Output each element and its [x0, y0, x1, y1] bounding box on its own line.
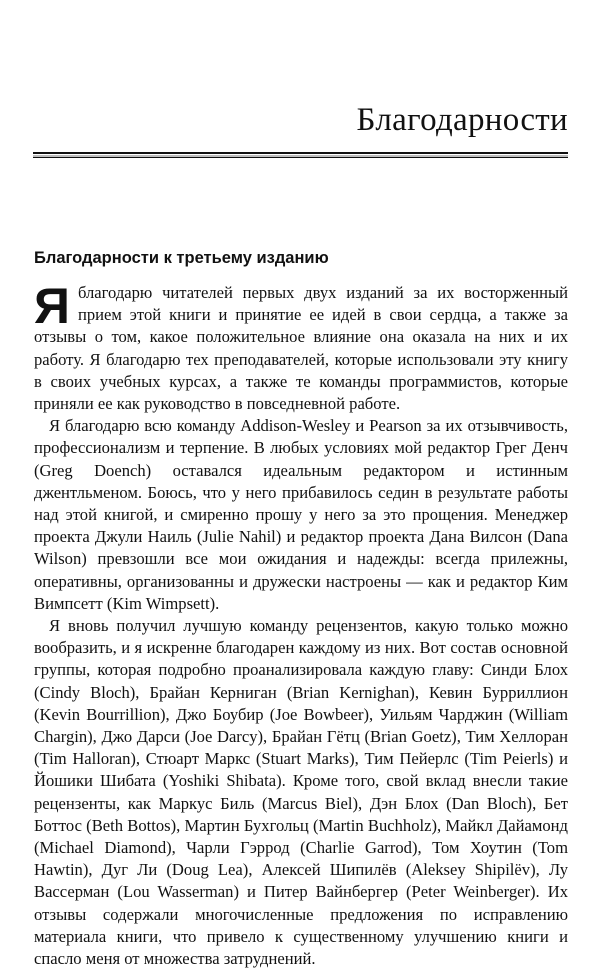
paragraph-3: Я вновь получил лучшую команду рецензентов, какую только можно вообразить, и я искренне благодарен каждому из них. Вот состав основной группы, которая подробно проанализировала каждую главу: Синди Блох (Cindy Bloch), Брайан Керниган (Brian Kernighan), Кевин Бурриллион (Kevin Bourrillion), Джо Боубир (Joe Bowbeer), Уильям Чарджин (William Chargin), Джо Дарси (Joe Darcy), Брайан Гётц (Brian Goetz), Тим Хеллоран (Tim Halloran), Стюарт Маркс (Stuart Marks), Тим Пейерлс (Tim Peierls) и Йошики Шибата (Yoshiki Shibata). Кроме того, свой вклад внесли такие рецензенты, как Маркус Биль (Marcus Biel), Дэн Блох (Dan Bloch), Бет Боттос (Beth Bottos), Мартин Бухгольц (Martin Buchholz), Майкл Дайамонд (Michael Diamond), Чарли Гэррод (Charlie Garrod), Том Хоутин (Tom Hawtin), Дуг Ли (Doug Lea), Алексей Шипилёв (Aleksey Shipilëv), Лу Вассерман (Lou Wasserman) и Питер Вайнбергер (Peter Weinberger). Их отзывы содержали многочисленные предложения по исправлению материала книги, что привело к существенному улучшению книги и спасло меня от множества затруднений.: [34, 616, 568, 969]
paragraph-1-text: благодарю читателей первых двух изданий за их восторженный прием этой книги и принятие ее идей в свои сердца, а также за отзывы о том, какое положительное влияние она оказала на них и их работу. Я благодарю тех преподавателей, которые использовали эту книгу в своих учебных курсах, а также те команды программистов, которые приняли ее как руководство в повседневной работе.: [34, 283, 568, 414]
title-rule: [33, 152, 568, 158]
section-heading: Благодарности к третьему изданию: [34, 249, 329, 267]
paragraph-2: Я благодарю всю команду Addison-Wesley и Pearson за их отзывчивость, профессионализм и терпение. В любых условиях мой редактор Грег Денч (Greg Doench) оставался идеальным редактором и истинным джентльменом. Боюсь, что у него прибавилось седин в результате работы над этой книгой, и смиренно прошу у него за это прощения. Менеджер проекта Джули Наиль (Julie Nahil) и редактор проекта Дана Вилсон (Dana Wilson) превзошли все мои ожидания и надежды: всегда прилежны, оперативны, организованны и дружески настроены — как и редактор Ким Вимпсетт (Kim Wimpsett).: [34, 416, 568, 613]
drop-cap: Я: [34, 278, 70, 334]
chapter-title: Благодарности: [356, 102, 568, 138]
paragraph-1: [34, 278, 568, 415]
body-text: [34, 278, 568, 970]
